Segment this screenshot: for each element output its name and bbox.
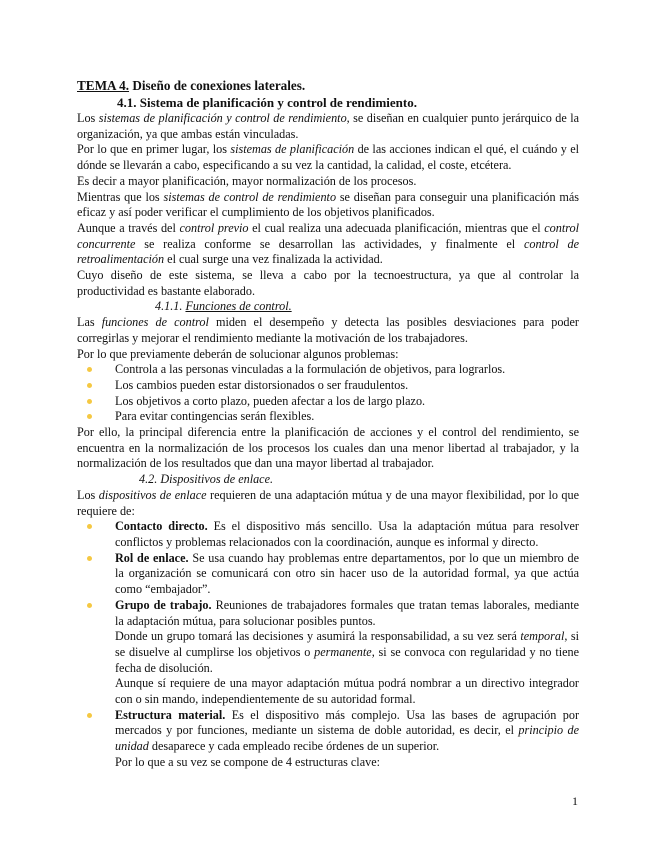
text-run: Por lo que previamente deberán de solucionar algunos problemas: — [77, 346, 399, 361]
text-run: Donde un grupo tomará las decisiones y asumirá la responsabilidad, a su vez será — [115, 629, 521, 644]
bullet-item — [77, 519, 579, 550]
text-run: Los cambios pueden estar distorsionados o ser fraudulentos. — [115, 377, 409, 392]
emphasis-text: funciones de control — [101, 315, 209, 330]
bold-term: Estructura material. — [115, 707, 226, 722]
chapter-title-text: Diseño de conexiones laterales. — [129, 78, 306, 93]
text-run: se diseñan para conseguir una planificación más eficaz y así poder verificar el cumplimiento de los objetivos planificados. — [77, 189, 579, 220]
bullet-continuation — [77, 676, 579, 707]
text-run: Cuyo diseño de este sistema, se lleva a cabo por la tecnoestructura, ya que al controlar la productividad es bastante elaborado. — [77, 268, 579, 298]
paragraph — [77, 425, 579, 472]
bold-term: Grupo de trabajo. — [115, 597, 212, 612]
bullet-icon — [87, 524, 92, 529]
bold-term: Rol de enlace. — [115, 550, 189, 565]
text-run: de las acciones indican el qué, el cuándo y el dónde se llevarán a cabo, especificando a su vez la cantidad, la calidad, el coste, etcétera. — [77, 142, 579, 173]
paragraph — [77, 315, 579, 346]
text-run: Reuniones de trabajadores formales que tratan temas laborales, mediante la adaptación mútua, para solucionar posibles puntos. — [115, 597, 579, 628]
bullet-item — [77, 598, 579, 629]
paragraph — [77, 268, 579, 299]
text-run: el cual realiza una adecuada planificación, mientras que el — [248, 220, 545, 235]
paragraph — [77, 347, 579, 363]
bullet-item — [77, 362, 579, 378]
paragraph — [77, 190, 579, 221]
emphasis-text: permanente, — [314, 644, 375, 659]
emphasis-text: control concurrente — [77, 220, 579, 251]
bullet-continuation — [77, 629, 579, 676]
chapter-number: TEMA 4. — [77, 78, 130, 93]
text-run: desaparece y cada empleado recibe órdenes de un superior. — [148, 739, 440, 754]
text-run: Controla a las personas vinculadas a la formulación de objetivos, para lograrlos. — [115, 362, 506, 377]
text-run: Aunque sí requiere de una mayor adaptación mútua podrá nombrar a un directivo integrador con o sin mando, independientemente de su autoridad formal. — [115, 676, 579, 707]
text-run: Mientras que los — [77, 189, 164, 204]
text-run: se realiza conforme se desarrollan las actividades, y finalmente el — [135, 236, 524, 251]
text-run: requieren de una adaptación mútua y de una mayor flexibilidad, por lo que requiere de: — [77, 487, 579, 518]
text-run: Los — [77, 111, 99, 125]
bullet-icon — [87, 556, 92, 561]
text-run: Es el dispositivo más sencillo. Usa la adaptación mútua para resolver conflictos y problemas relacionados con la coordinación, aunque es informal y directo. — [115, 519, 579, 549]
emphasis-text: temporal — [520, 629, 565, 644]
text-run: Por lo que en primer lugar, los — [77, 142, 231, 157]
text-run: Los — [77, 487, 99, 502]
bullet-item — [77, 409, 579, 425]
emphasis-text: sistemas de planificación — [230, 142, 355, 157]
text-run: el cual surge una vez finalizada la actividad. — [164, 252, 383, 267]
emphasis-text: sistemas de planificación y control de rendimiento, — [98, 111, 350, 125]
text-run: Por ello, la principal diferencia entre la planificación de acciones y el control del rendimiento, se encuentra en la normalización de los procesos los cuales dan una menor libertad al trabajador, y la normalización de los resultados que dan una mayor libertad al trabajador. — [77, 425, 579, 471]
paragraph — [77, 142, 579, 173]
bullet-icon — [87, 383, 92, 388]
text-run: si se convoca con regularidad y no tiene fecha de disolución. — [115, 644, 579, 675]
page-number: 1 — [572, 794, 578, 808]
emphasis-text: control previo — [179, 220, 249, 235]
bullet-item — [77, 394, 579, 410]
bullet-icon — [87, 713, 92, 718]
bullet-continuation — [77, 755, 579, 771]
bullet-icon — [87, 399, 92, 404]
bullet-icon — [87, 414, 92, 419]
text-run: Los objetivos a corto plazo, pueden afectar a los de largo plazo. — [115, 393, 426, 408]
text-run: Es decir a mayor planificación, mayor normalización de los procesos. — [77, 173, 417, 188]
text-run: 4.1.1. — [155, 299, 186, 314]
section-heading: 4.1. Sistema de planificación y control de rendimiento. — [117, 95, 417, 110]
chapter-title — [77, 78, 579, 94]
text-run: Aunque a través del — [77, 220, 180, 235]
text-run: , si se disuelve al cumplirse los objetivos o — [115, 629, 579, 659]
bullet-item — [77, 708, 579, 755]
text-run: Se usa cuando hay problemas entre departamentos, por lo que un miembro de la organización se comunicará con otro sin hacer uso de la autoridad formal, ya que actúa como “embajador”. — [115, 550, 579, 597]
text-run: se diseñan en cualquier punto jerárquico de la organización, ya que ambas están vinculadas. — [77, 111, 580, 141]
text-run: 4.2. Dispositivos de enlace. — [139, 472, 274, 487]
bullet-item — [77, 378, 579, 394]
text-run: Funciones de control. — [185, 299, 292, 314]
bullet-icon — [87, 367, 92, 372]
paragraph — [77, 174, 579, 190]
document-body — [77, 78, 579, 771]
text-run: miden el desempeño y detecta las posibles desviaciones para poder corregirlas y mejorar el rendimiento mediante la motivación de los trabajadores. — [77, 315, 579, 345]
paragraph — [77, 111, 579, 142]
subsection-heading — [77, 299, 579, 315]
paragraph — [77, 221, 579, 268]
emphasis-text: control de retroalimentación — [77, 236, 579, 267]
subsection-heading — [77, 472, 579, 488]
bullet-item — [77, 551, 579, 598]
text-run: Por lo que a su vez se compone de 4 estructuras clave: — [115, 754, 380, 769]
emphasis-text: dispositivos de enlace — [98, 487, 207, 502]
content-blocks — [77, 111, 579, 771]
emphasis-text: principio de unidad — [115, 723, 579, 754]
paragraph — [77, 488, 579, 519]
text-run: Es el dispositivo más complejo. Usa las bases de agrupación por mercados y por funciones, mediante un sistema de doble autoridad, es decir, el — [115, 707, 580, 738]
bullet-icon — [87, 603, 92, 608]
bold-term: Contacto directo. — [115, 519, 208, 534]
text-run: Para evitar contingencias serán flexibles. — [115, 409, 315, 424]
text-run: Las — [77, 315, 102, 330]
emphasis-text: sistemas de control de rendimiento — [163, 189, 337, 204]
